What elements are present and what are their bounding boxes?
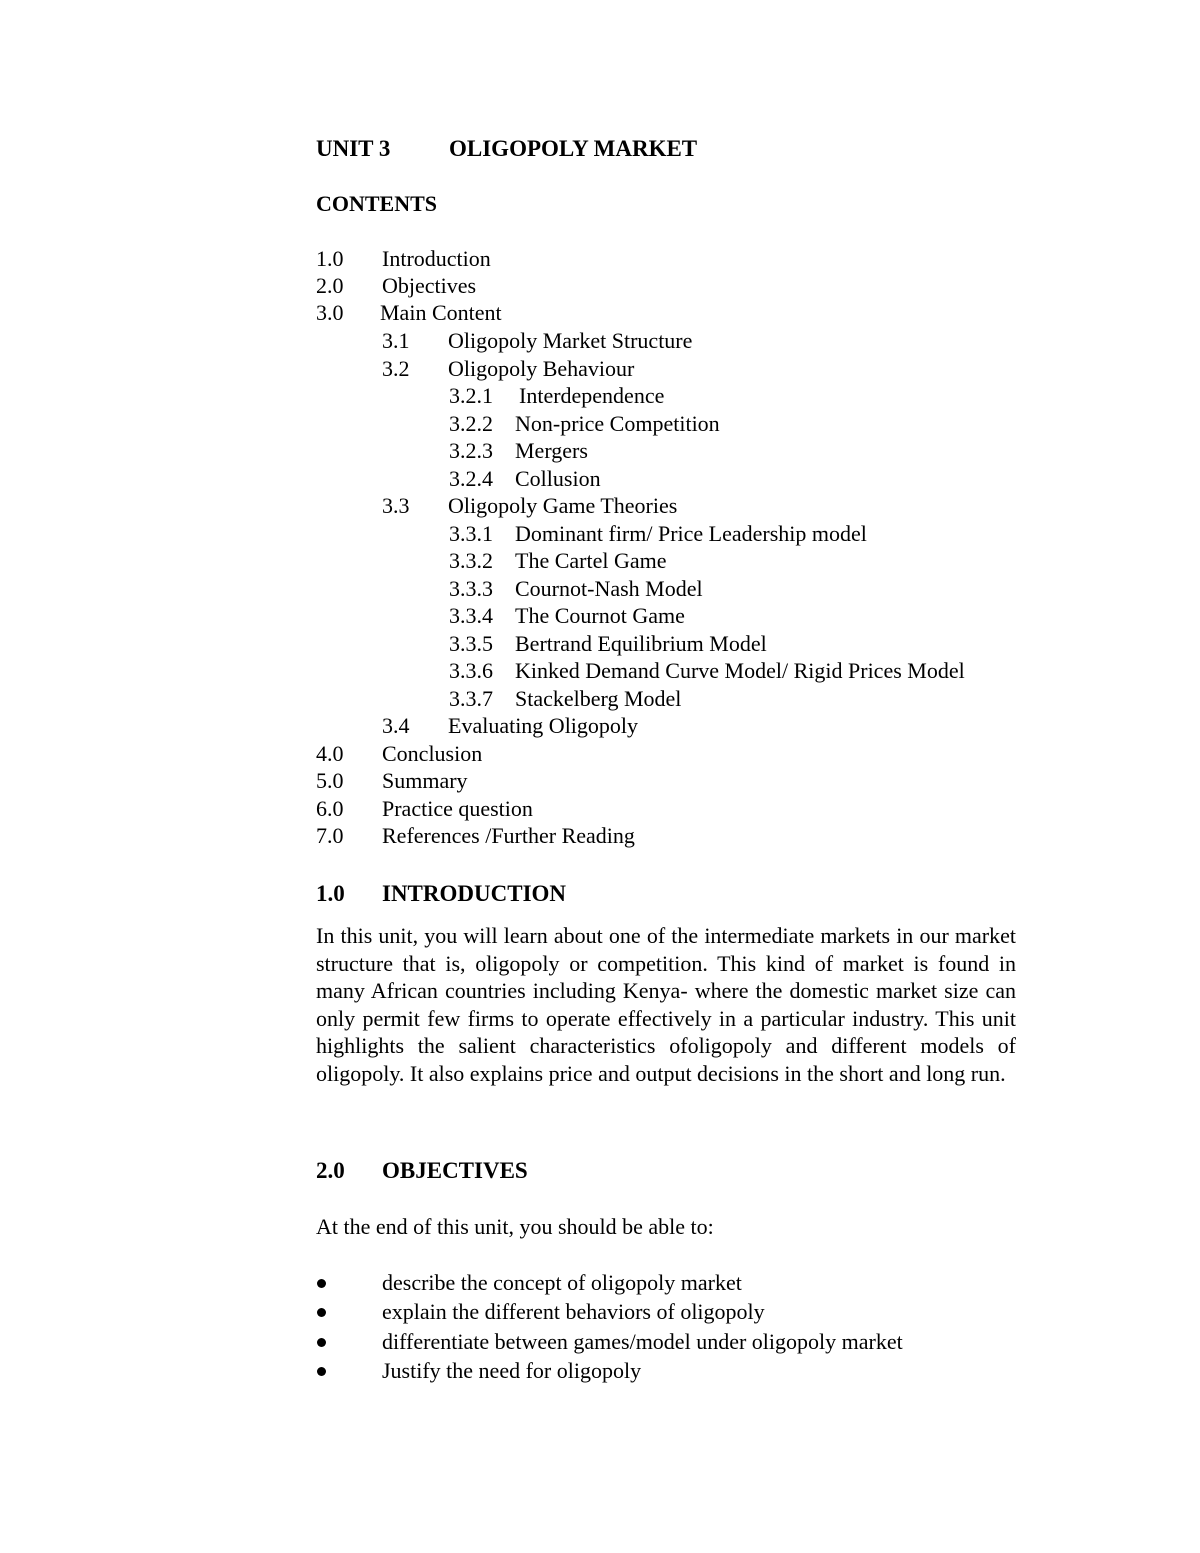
toc-number: 3.2.4 <box>449 466 493 491</box>
bullet-icon <box>317 1367 326 1376</box>
section-title: INTRODUCTION <box>382 881 567 906</box>
toc-number: 3.2.2 <box>449 411 493 436</box>
toc-number: 3.3.7 <box>449 686 493 711</box>
toc-number: 3.3 <box>382 493 410 518</box>
toc-label: Practice question <box>382 796 533 821</box>
toc-number: 5.0 <box>316 768 344 793</box>
unit-name: OLIGOPOLY MARKET <box>449 136 698 161</box>
toc-number: 2.0 <box>316 273 344 298</box>
toc-number: 3.2.3 <box>449 438 493 463</box>
toc-label: The Cournot Game <box>515 603 685 628</box>
list-item-text: differentiate between games/model under oligopoly market <box>382 1329 903 1354</box>
toc-label: Introduction <box>382 246 491 271</box>
contents-heading: CONTENTS <box>316 191 438 216</box>
toc-number: 3.2 <box>382 356 410 381</box>
toc-label: Oligopoly Market Structure <box>448 328 693 353</box>
toc-label: Cournot-Nash Model <box>515 576 703 601</box>
toc-number: 3.4 <box>382 713 410 738</box>
section-number: 1.0 <box>316 881 345 906</box>
toc-label: Conclusion <box>382 741 483 766</box>
toc-label: Stackelberg Model <box>515 686 682 711</box>
section-number: 2.0 <box>316 1158 345 1183</box>
toc-number: 7.0 <box>316 823 344 848</box>
toc-label: Objectives <box>382 273 477 298</box>
toc-label: Non-price Competition <box>515 411 720 436</box>
toc-label: Oligopoly Game Theories <box>448 493 678 518</box>
introduction-paragraph: In this unit, you will learn about one of the intermediate markets in our market structure that is, oligopoly or competition. This kind of market is found in many African countries including Kenya- where the domestic market size can only permit few firms to operate effectively in a particular industry. This unit highlights the salient characteristics ofoligopoly and different models of oligopoly. It also explains price and output decisions in the short and long run. <box>316 923 1016 1086</box>
toc-label: Oligopoly Behaviour <box>448 356 635 381</box>
list-item-text: explain the different behaviors of oligopoly <box>382 1299 765 1324</box>
list-item-text: Justify the need for oligopoly <box>382 1358 642 1383</box>
toc-number: 3.3.1 <box>449 521 493 546</box>
toc-number: 3.3.5 <box>449 631 493 656</box>
section-title: OBJECTIVES <box>382 1158 528 1183</box>
toc-number: 3.2.1 <box>449 383 493 408</box>
unit-number: UNIT 3 <box>316 136 391 161</box>
toc-number: 3.0 <box>316 300 344 325</box>
bullet-icon <box>317 1338 326 1347</box>
bullet-icon <box>317 1279 326 1288</box>
toc-label: Bertrand Equilibrium Model <box>515 631 767 656</box>
toc-label: Interdependence <box>519 383 665 408</box>
toc-number: 3.3.4 <box>449 603 493 628</box>
toc-number: 6.0 <box>316 796 344 821</box>
toc-label: Main Content <box>380 300 502 325</box>
toc-label: Dominant firm/ Price Leadership model <box>515 521 867 546</box>
bullet-icon <box>317 1308 326 1317</box>
toc-number: 3.3.3 <box>449 576 493 601</box>
toc-label: Collusion <box>515 466 601 491</box>
toc-number: 3.3.2 <box>449 548 493 573</box>
toc-label: Mergers <box>515 438 588 463</box>
toc-number: 3.1 <box>382 328 410 353</box>
toc-label: Evaluating Oligopoly <box>448 713 639 738</box>
toc-number: 4.0 <box>316 741 344 766</box>
toc-label: Kinked Demand Curve Model/ Rigid Prices Model <box>515 658 965 683</box>
objectives-lead: At the end of this unit, you should be able to: <box>316 1214 714 1239</box>
toc-label: References /Further Reading <box>382 823 635 848</box>
list-item-text: describe the concept of oligopoly market <box>382 1270 742 1295</box>
toc-label: The Cartel Game <box>515 548 667 573</box>
toc-number: 1.0 <box>316 246 344 271</box>
toc-number: 3.3.6 <box>449 658 493 683</box>
toc-label: Summary <box>382 768 468 793</box>
